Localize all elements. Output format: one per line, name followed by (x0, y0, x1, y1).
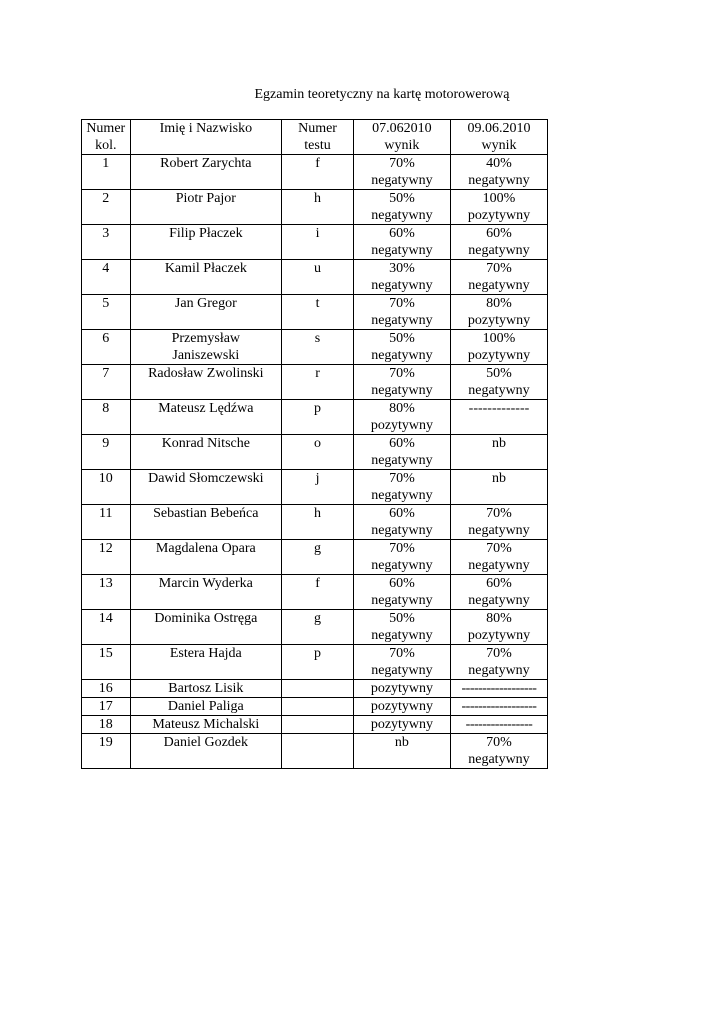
row-name-line1: Mateusz Lędźwa (158, 401, 254, 416)
table-row (82, 260, 548, 295)
results-table (81, 119, 548, 769)
row-number-line1: 13 (98, 576, 113, 591)
row-number (82, 260, 131, 295)
row-test-line1: p (314, 401, 322, 416)
row-number-line1: 4 (102, 261, 110, 276)
row-result-1 (353, 225, 450, 260)
header-test-line1: Numer (298, 121, 337, 136)
row-result-2 (450, 435, 547, 470)
row-test (282, 698, 354, 716)
row-result-1-line1: 60% (389, 576, 415, 591)
table-row (82, 190, 548, 225)
row-result-2 (450, 470, 547, 505)
row-number (82, 330, 131, 365)
row-number-line1: 11 (99, 506, 113, 521)
row-name-line1: Sebastian Bebeńca (153, 506, 259, 521)
row-test-line1: g (314, 611, 322, 626)
row-name (130, 575, 282, 610)
table-row (82, 610, 548, 645)
row-result-2-line1: nb (491, 436, 506, 451)
row-result-2-line2: pozytywny (467, 208, 531, 223)
row-result-1 (353, 610, 450, 645)
row-result-1-line1: 60% (389, 436, 415, 451)
results-table-body (82, 120, 548, 769)
row-number (82, 400, 131, 435)
row-result-1 (353, 400, 450, 435)
header-name (130, 120, 282, 155)
row-result-2-line1: 80% (486, 296, 512, 311)
table-row (82, 330, 548, 365)
row-name (130, 190, 282, 225)
row-result-1-line2: negatywny (371, 243, 433, 258)
row-result-1 (353, 260, 450, 295)
row-result-1 (353, 716, 450, 734)
row-test (282, 680, 354, 698)
row-result-2 (450, 225, 547, 260)
header-result-1 (353, 120, 450, 155)
row-result-2 (450, 575, 547, 610)
row-result-2 (450, 155, 547, 190)
row-result-1-line2: negatywny (371, 348, 433, 363)
header-result-2 (450, 120, 547, 155)
row-result-1 (353, 155, 450, 190)
row-number-line1: 8 (102, 401, 110, 416)
header-test (282, 120, 354, 155)
table-row (82, 225, 548, 260)
row-result-1-line2: pozytywny (370, 418, 434, 433)
header-result-2-line2: wynik (481, 138, 517, 153)
table-row (82, 400, 548, 435)
row-number-line1: 1 (102, 156, 110, 171)
row-result-2-line1: 100% (482, 191, 516, 206)
row-result-1 (353, 734, 450, 769)
row-name-line1: Radosław Zwolinski (148, 366, 264, 381)
row-result-1-line1: 70% (389, 366, 415, 381)
row-result-1 (353, 295, 450, 330)
row-name-line1: Magdalena Opara (155, 541, 256, 556)
row-name-line1: Daniel Paliga (167, 699, 244, 714)
row-result-2 (450, 190, 547, 225)
row-name (130, 698, 282, 716)
row-result-2-line1: 70% (486, 541, 512, 556)
row-number (82, 610, 131, 645)
table-row (82, 680, 548, 698)
row-number (82, 505, 131, 540)
row-result-2-line2: pozytywny (467, 313, 531, 328)
header-result-2-line1: 09.06.2010 (467, 121, 531, 136)
row-result-1-line2: negatywny (371, 558, 433, 573)
row-name-line1: Piotr Pajor (175, 191, 236, 206)
row-test (282, 225, 354, 260)
row-number (82, 435, 131, 470)
row-result-1-line1: 30% (389, 261, 415, 276)
row-number (82, 470, 131, 505)
row-number-line1: 12 (98, 541, 113, 556)
row-result-2 (450, 540, 547, 575)
row-result-1-line1: 50% (389, 611, 415, 626)
row-result-1-line1: 50% (389, 191, 415, 206)
row-test-line1: j (315, 471, 320, 486)
row-number-line1: 18 (98, 717, 113, 732)
row-result-2-line1: 60% (486, 576, 512, 591)
row-result-2 (450, 365, 547, 400)
row-result-2 (450, 680, 547, 698)
row-result-1 (353, 540, 450, 575)
row-name-line1: Daniel Gozdek (163, 735, 248, 750)
row-name-line1: Mateusz Michalski (152, 717, 260, 732)
row-result-2-line2: negatywny (468, 173, 530, 188)
row-result-2-line2: negatywny (468, 558, 530, 573)
row-name (130, 155, 282, 190)
row-result-2-line1: 70% (486, 646, 512, 661)
row-result-1 (353, 365, 450, 400)
row-result-1-line1: 60% (389, 226, 415, 241)
row-result-1-line1: 70% (389, 156, 415, 171)
row-test-line1: o (314, 436, 322, 451)
row-result-2 (450, 400, 547, 435)
row-result-2-line1: nb (491, 471, 506, 486)
row-result-2-line2: negatywny (468, 243, 530, 258)
row-result-2-line1: ------------------ (461, 699, 537, 714)
row-result-2 (450, 295, 547, 330)
table-row (82, 365, 548, 400)
row-number-line1: 7 (102, 366, 110, 381)
row-name (130, 470, 282, 505)
row-test (282, 400, 354, 435)
row-result-1-line1: 70% (389, 471, 415, 486)
row-name-line1: Jan Gregor (174, 296, 237, 311)
row-result-2 (450, 698, 547, 716)
row-result-2 (450, 610, 547, 645)
row-test (282, 610, 354, 645)
row-result-2-line1: 40% (486, 156, 512, 171)
row-result-1 (353, 575, 450, 610)
row-test-line1: u (314, 261, 322, 276)
row-name (130, 400, 282, 435)
row-number (82, 698, 131, 716)
table-row (82, 505, 548, 540)
table-row (82, 155, 548, 190)
row-result-2-line1: ------------- (468, 401, 530, 416)
row-result-1-line2: negatywny (371, 278, 433, 293)
document-title (0, 86, 724, 104)
row-result-2-line1: ------------------ (461, 681, 537, 696)
row-number-line1: 3 (102, 226, 110, 241)
row-test (282, 190, 354, 225)
row-test (282, 330, 354, 365)
row-test-line1: f (315, 156, 320, 171)
row-result-1 (353, 645, 450, 680)
row-number-line1: 14 (98, 611, 113, 626)
row-test-line1: r (315, 366, 320, 381)
row-result-2 (450, 645, 547, 680)
row-test-line1: g (314, 541, 322, 556)
row-test-line1: f (315, 576, 320, 591)
row-result-1 (353, 190, 450, 225)
row-number (82, 734, 131, 769)
row-result-2 (450, 330, 547, 365)
row-number (82, 225, 131, 260)
row-result-2-line1: 100% (482, 331, 516, 346)
row-result-2 (450, 505, 547, 540)
row-name-line1: Estera Hajda (169, 646, 242, 661)
row-result-1-line2: negatywny (371, 208, 433, 223)
table-row (82, 295, 548, 330)
row-number (82, 155, 131, 190)
row-number-line1: 2 (102, 191, 110, 206)
row-result-2-line2: negatywny (468, 523, 530, 538)
row-result-1 (353, 330, 450, 365)
row-result-2-line1: 70% (486, 735, 512, 750)
header-result-1-line2: wynik (384, 138, 420, 153)
row-test (282, 260, 354, 295)
header-number-line1: Numer (86, 121, 126, 136)
row-test-line1: i (315, 226, 320, 241)
row-result-2 (450, 716, 547, 734)
row-result-1 (353, 435, 450, 470)
row-result-1-line1: pozytywny (370, 699, 434, 714)
row-result-2 (450, 734, 547, 769)
row-name (130, 260, 282, 295)
row-result-1-line2: negatywny (371, 383, 433, 398)
row-result-1-line2: negatywny (371, 628, 433, 643)
row-result-1 (353, 698, 450, 716)
row-number-line1: 19 (98, 735, 113, 750)
row-name (130, 540, 282, 575)
row-result-2 (450, 260, 547, 295)
row-test-line1: t (315, 296, 320, 311)
row-result-1-line2: negatywny (371, 453, 433, 468)
row-name-line2: Janiszewski (172, 348, 240, 363)
document-title-text: Egzamin teoretyczny na kartę motorowerową (254, 87, 510, 102)
row-number-line1: 10 (98, 471, 113, 486)
row-test-line1: h (314, 191, 322, 206)
row-result-2-line1: 80% (486, 611, 512, 626)
row-name-line1: Dawid Słomczewski (148, 471, 264, 486)
row-number-line1: 15 (98, 646, 113, 661)
row-result-2-line1: ---------------- (465, 717, 533, 732)
row-result-1 (353, 505, 450, 540)
row-test-line1: p (314, 646, 322, 661)
table-row (82, 734, 548, 769)
table-row (82, 470, 548, 505)
row-test (282, 365, 354, 400)
row-name (130, 680, 282, 698)
row-name (130, 225, 282, 260)
row-result-2-line2: pozytywny (467, 628, 531, 643)
row-test (282, 155, 354, 190)
table-row (82, 435, 548, 470)
table-row (82, 645, 548, 680)
table-row (82, 716, 548, 734)
row-result-2-line2: pozytywny (467, 348, 531, 363)
row-name (130, 734, 282, 769)
row-test (282, 734, 354, 769)
row-result-1-line1: 60% (389, 506, 415, 521)
row-test (282, 716, 354, 734)
row-result-2-line1: 70% (486, 261, 512, 276)
row-number-line1: 9 (102, 436, 110, 451)
row-result-1-line1: pozytywny (370, 681, 434, 696)
header-test-line2: testu (304, 138, 331, 153)
row-result-2-line1: 50% (486, 366, 512, 381)
header-result-1-line1: 07.062010 (372, 121, 432, 136)
row-test (282, 575, 354, 610)
row-name (130, 330, 282, 365)
row-result-1-line1: 50% (389, 331, 415, 346)
row-number (82, 365, 131, 400)
row-result-1-line2: negatywny (371, 663, 433, 678)
row-result-1-line1: nb (394, 735, 409, 750)
row-name-line1: Dominika Ostręga (154, 611, 258, 626)
row-number (82, 190, 131, 225)
row-name-line1: Robert Zarychta (160, 156, 252, 171)
row-result-1-line2: negatywny (371, 488, 433, 503)
row-name (130, 295, 282, 330)
table-header-row (82, 120, 548, 155)
row-number (82, 645, 131, 680)
row-result-2-line2: negatywny (468, 278, 530, 293)
row-result-1-line2: negatywny (371, 593, 433, 608)
table-row (82, 540, 548, 575)
row-test (282, 470, 354, 505)
header-name-line1: Imię i Nazwisko (159, 121, 253, 136)
row-number (82, 295, 131, 330)
row-result-1-line1: 70% (389, 541, 415, 556)
row-number-line1: 5 (102, 296, 110, 311)
row-test (282, 645, 354, 680)
row-name (130, 435, 282, 470)
row-result-1-line1: 80% (389, 401, 415, 416)
row-number (82, 680, 131, 698)
row-result-2-line2: negatywny (468, 663, 530, 678)
row-result-1 (353, 470, 450, 505)
row-name-line1: Konrad Nitsche (161, 436, 250, 451)
row-result-1-line1: 70% (389, 296, 415, 311)
row-name (130, 610, 282, 645)
header-number-line2: kol. (95, 138, 117, 153)
row-number (82, 716, 131, 734)
row-number (82, 575, 131, 610)
row-name-line1: Kamil Płaczek (164, 261, 247, 276)
row-name (130, 365, 282, 400)
row-name-line1: Przemysław (171, 331, 241, 346)
table-row (82, 575, 548, 610)
row-name (130, 505, 282, 540)
row-result-1-line2: negatywny (371, 173, 433, 188)
row-number (82, 540, 131, 575)
header-number (82, 120, 131, 155)
row-result-1-line1: pozytywny (370, 717, 434, 732)
row-result-2-line1: 60% (486, 226, 512, 241)
row-name-line1: Bartosz Lisik (168, 681, 244, 696)
row-name-line1: Filip Płaczek (169, 226, 243, 241)
row-result-1-line1: 70% (389, 646, 415, 661)
row-result-1 (353, 680, 450, 698)
row-result-2-line2: negatywny (468, 383, 530, 398)
row-test (282, 540, 354, 575)
row-result-1-line2: negatywny (371, 523, 433, 538)
row-name (130, 716, 282, 734)
row-name-line1: Marcin Wyderka (158, 576, 253, 591)
row-name (130, 645, 282, 680)
table-row (82, 698, 548, 716)
row-number-line1: 17 (98, 699, 113, 714)
row-test (282, 295, 354, 330)
row-test (282, 435, 354, 470)
row-test (282, 505, 354, 540)
row-result-2-line2: negatywny (468, 593, 530, 608)
row-test-line1: h (314, 506, 322, 521)
row-result-2-line1: 70% (486, 506, 512, 521)
row-test-line1: s (314, 331, 321, 346)
row-number-line1: 16 (98, 681, 113, 696)
row-number-line1: 6 (102, 331, 110, 346)
row-result-1-line2: negatywny (371, 313, 433, 328)
row-result-2-line2: negatywny (468, 752, 530, 767)
